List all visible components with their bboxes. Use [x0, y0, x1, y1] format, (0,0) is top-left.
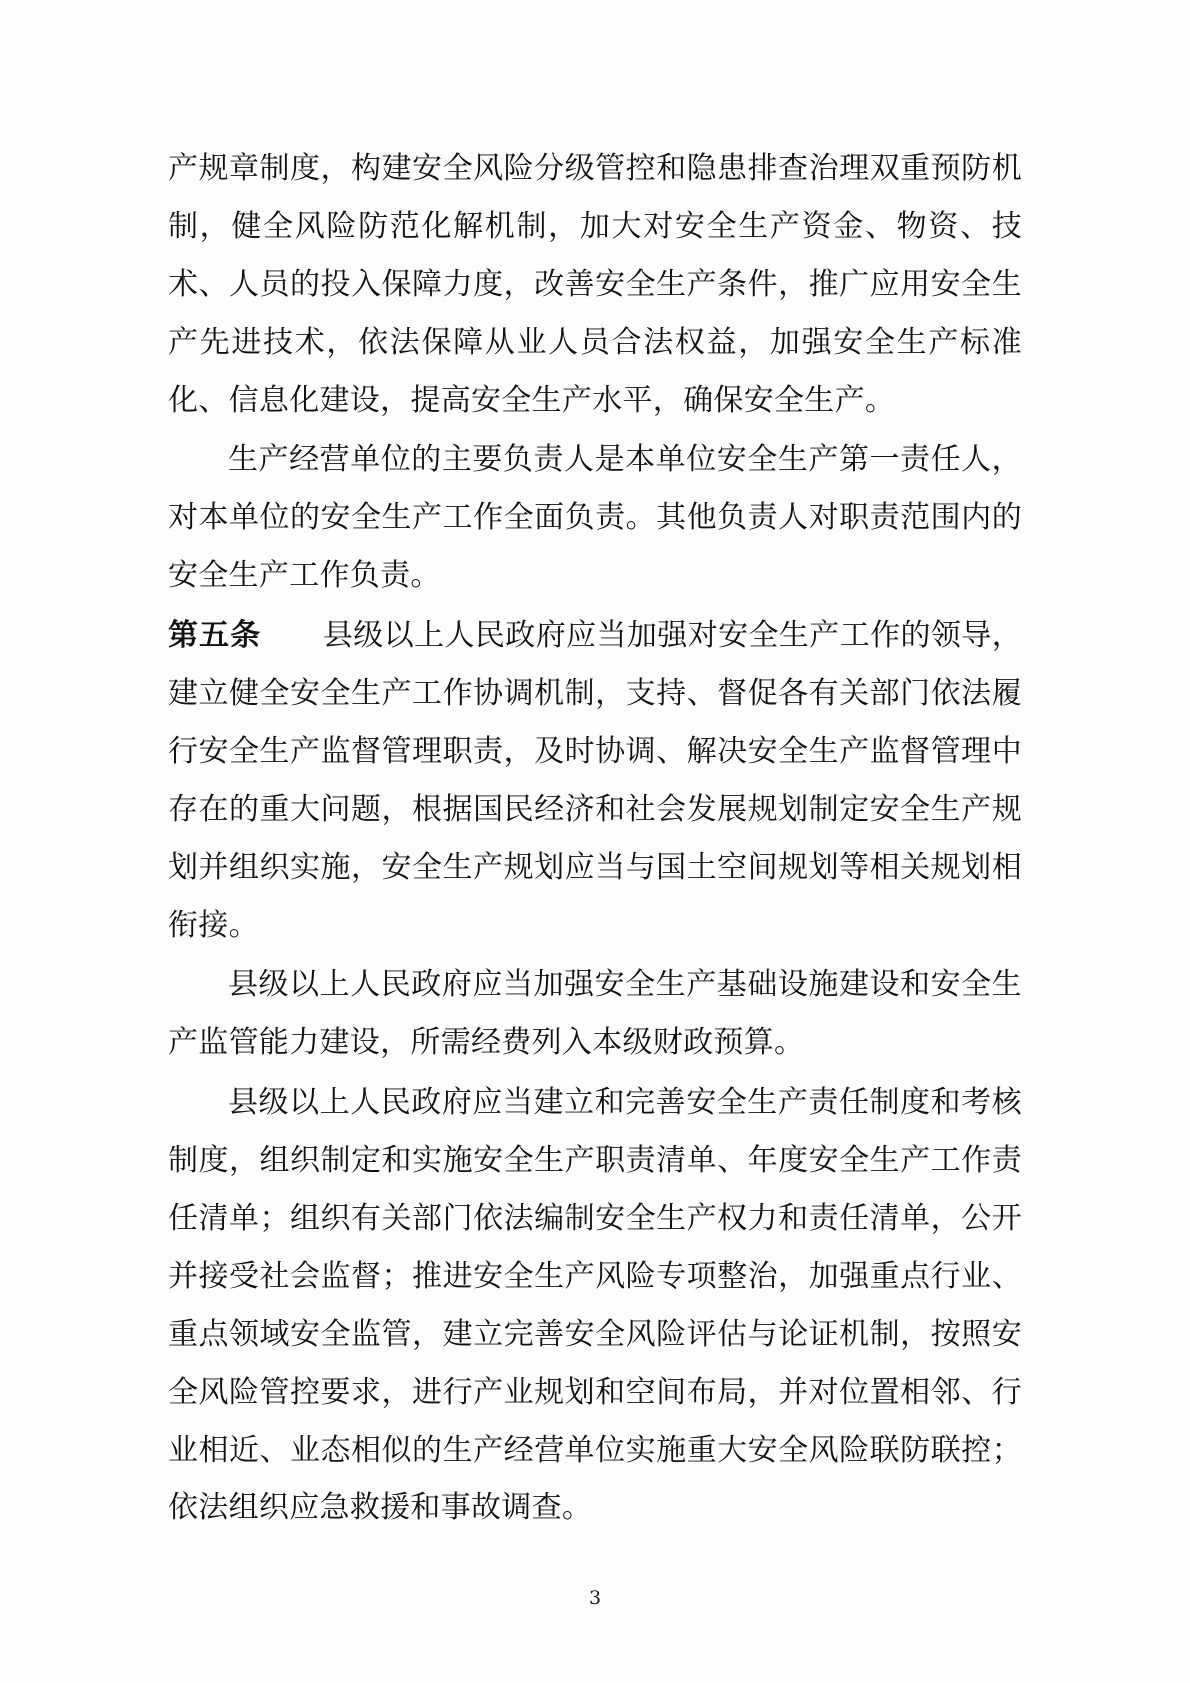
paragraph-responsibility-system: 县级以上人民政府应当建立和完善安全生产责任制度和考核制度，组织制定和实施安全生产职责清单、年度安全生产工作责任清单；组织有关部门依法编制安全生产权力和责任清单，公开并接受社会监督；推进安全生产风险专项整治，加强重点行业、重点领域安全监管，建立完善安全风险评估与论证机制，按照安全风险管控要求，进行产业规划和空间布局，并对位置相邻、行业相近、业态相似的生产经营单位实施重大安全风险联防联控；依法组织应急救援和事故调查。: [168, 1085, 1022, 1526]
article-five-text: 县级以上人民政府应当加强对安全生产工作的领导，建立健全安全生产工作协调机制，支持、督促各有关部门依法履行安全生产监督管理职责，及时协调、解决安全生产监督管理中存在的重大问题，根据国民经济和社会发展规划制定安全生产规划并组织实施，安全生产规划应当与国土空间规划等相关规划相衔接。: [168, 618, 1023, 943]
paragraph-continuation: 产规章制度，构建安全风险分级管控和隐患排查治理双重预防机制，健全风险防范化解机制，加大对安全生产资金、物资、技术、人员的投入保障力度，改善安全生产条件，推广应用安全生产先进技术，依法保障从业人员合法权益，加强安全生产标准化、信息化建设，提高安全生产水平，确保安全生产。: [168, 151, 1022, 418]
paragraph-responsible-person: 生产经营单位的主要负责人是本单位安全生产第一责任人，对本单位的安全生产工作全面负责。其他负责人对职责范围内的安全生产工作负责。: [168, 442, 1022, 594]
document-body: [168, 140, 1022, 1537]
article-label: 第五条: [168, 618, 262, 654]
paragraph-infrastructure: 县级以上人民政府应当加强安全生产基础设施建设和安全生产监管能力建设，所需经费列入本级财政预算。: [168, 967, 1022, 1061]
article-five: [168, 607, 1022, 954]
page-number: 3: [588, 1587, 602, 1609]
